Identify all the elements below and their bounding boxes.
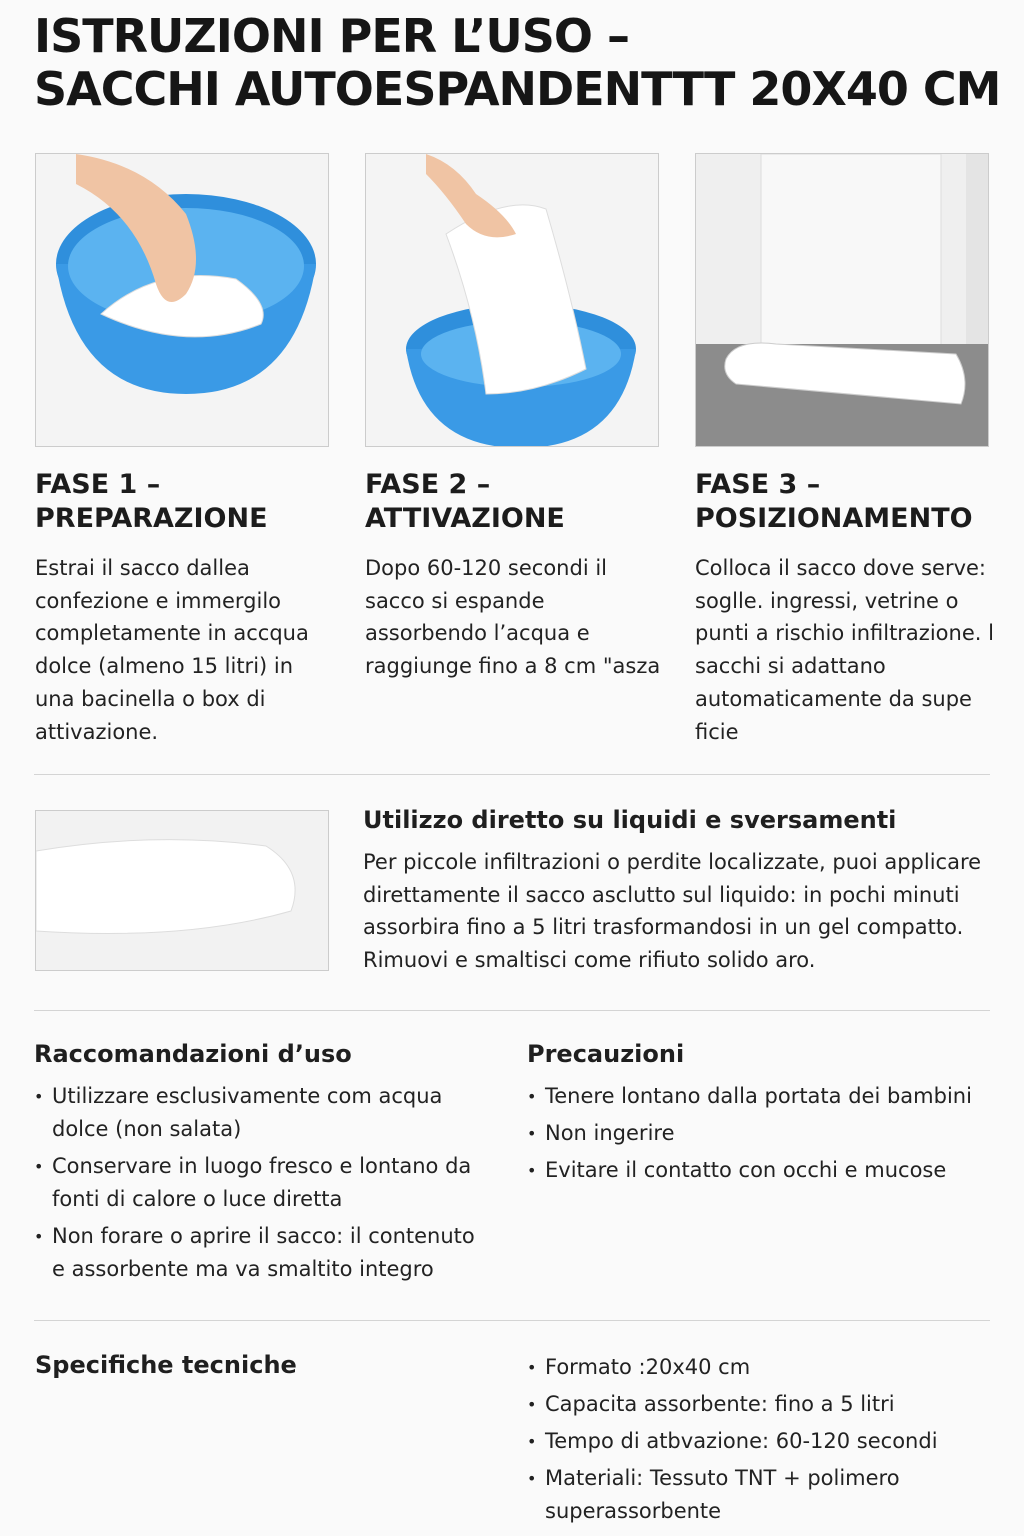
direct-use-title: Utilizzo diretto su liquidi e sversamenti xyxy=(363,806,897,834)
phase-1 xyxy=(35,468,335,748)
spec-item: • Formato :20x40 cm xyxy=(527,1351,967,1384)
title-line-2: SACCHI AUTOESPANDENTTT 20X40 CM xyxy=(34,62,1001,116)
precautions-title: Precauzioni xyxy=(527,1040,685,1068)
recommendation-item: • Utilizzare esclusivamente com acqua dolce (non salata) xyxy=(34,1080,494,1146)
divider xyxy=(34,1010,990,1011)
phase-2-title xyxy=(365,468,665,536)
recommendations-title: Raccomandazioni d’uso xyxy=(34,1040,352,1068)
precaution-item: • Tenere lontano dalla portata dei bambini xyxy=(527,1080,1007,1113)
phase-3-title-b: POSIZIONAMENTO xyxy=(695,503,973,534)
recommendations-section xyxy=(34,1040,494,1290)
phase-2-title-a: FASE 2 – xyxy=(365,469,491,500)
phase-3-text: Colloca il sacco dove serve: soglle. ingressi, vetrine o punti a rischio infiltrazione. l sacchi si adattano automaticamente da supe ficie xyxy=(695,556,994,744)
photo-phase-2 xyxy=(365,153,659,447)
direct-use-text: Per piccole infiltrazioni o perdite localizzate, puoi applicare direttamente il sacco asclutto sul liquido: in pochi minuti assorbira fino a 5 litri trasformandosi in un gel compatto. Rimuovi e smaltisci come rifiuto solido aro. xyxy=(363,850,982,973)
precautions-section xyxy=(527,1040,1007,1191)
photo-phase-1 xyxy=(35,153,329,447)
recommendation-item: • Non forare o aprire il sacco: il contenuto e assorbente ma va smaltito integro xyxy=(34,1220,494,1286)
phase-2-title-b: ATTIVAZIONE xyxy=(365,503,565,534)
phase-1-text: Estrai il sacco dallea confezione e immergilo completamente in accqua dolce (almeno 15 litri) in una bacinella o box di attivazione. xyxy=(35,556,309,744)
phase-1-title-a: FASE 1 – xyxy=(35,469,161,500)
page-title xyxy=(34,10,1000,116)
phase-2-text: Dopo 60-120 secondi il sacco si espande assorbendo l’acqua e raggiunge fino a 8 cm "asza xyxy=(365,556,661,679)
phase-1-title-b: PREPARAZIONE xyxy=(35,503,268,534)
title-line-1: ISTRUZIONI PER L’USO – xyxy=(34,9,629,63)
direct-use-section xyxy=(363,806,1003,977)
phase-3-title-a: FASE 3 – xyxy=(695,469,821,500)
spec-item: • Materiali: Tessuto TNT + polimero superassorbente xyxy=(527,1462,967,1528)
recommendation-item: • Conservare in luogo fresco e lontano da fonti di calore o luce diretta xyxy=(34,1150,494,1216)
phase-2 xyxy=(365,468,665,683)
phase-3-title xyxy=(695,468,1015,536)
photo-dry-bag xyxy=(35,810,329,971)
photo-phase-3 xyxy=(695,153,989,447)
phase-1-title xyxy=(35,468,335,536)
specs-list xyxy=(527,1351,967,1532)
divider xyxy=(34,1320,990,1321)
precaution-item: • Non ingerire xyxy=(527,1117,1007,1150)
spec-item: • Capacita assorbente: fino a 5 litri xyxy=(527,1388,967,1421)
specs-title: Specifiche tecniche xyxy=(35,1351,297,1379)
spec-item: • Tempo di atbvazione: 60-120 secondi xyxy=(527,1425,967,1458)
phase-3 xyxy=(695,468,1015,748)
divider xyxy=(34,774,990,775)
precaution-item: • Evitare il contatto con occhi e mucose xyxy=(527,1154,1007,1187)
